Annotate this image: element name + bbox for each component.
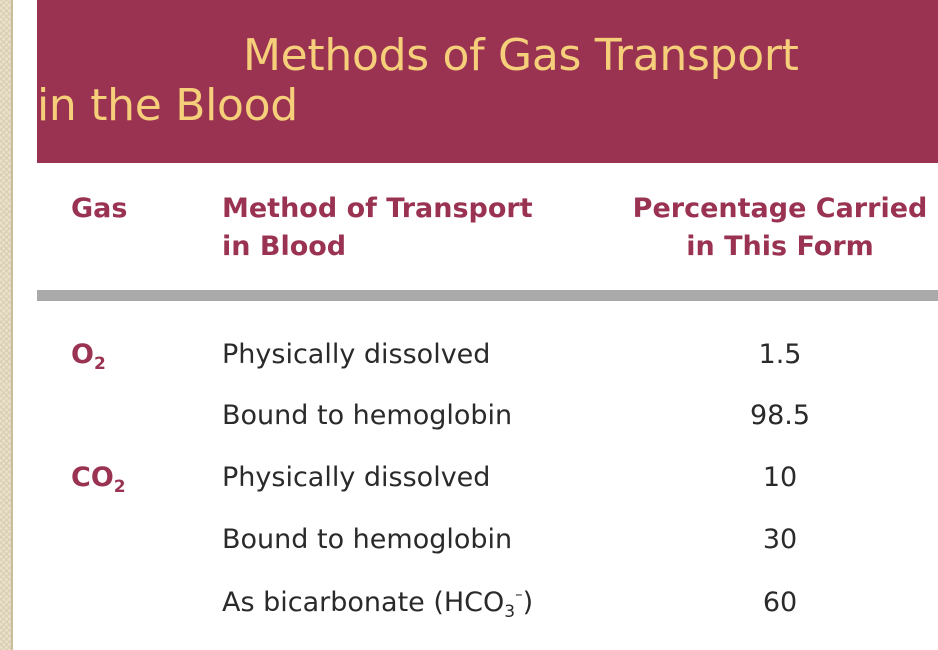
table-row-1-gas <box>71 337 106 373</box>
gas-symbol: CO <box>71 462 114 493</box>
table-row-5-percentage: 60 <box>762 587 798 618</box>
decorative-left-border <box>0 0 13 650</box>
column-header-method <box>222 190 533 266</box>
table-row-1-percentage: 1.5 <box>758 339 802 370</box>
method-text: As bicarbonate (HCO <box>222 587 505 618</box>
table-row-4-percentage: 30 <box>762 524 798 555</box>
table-row-2-method: Bound to hemoglobin <box>222 400 513 431</box>
table-row-3-gas <box>71 460 126 496</box>
table-row-2-percentage: 98.5 <box>749 400 811 431</box>
table-row-3-method: Physically dissolved <box>222 462 491 493</box>
column-header-gas-label: Gas <box>71 193 128 224</box>
column-header-gas <box>71 190 127 228</box>
title-line-1: Methods of Gas Transport <box>243 30 799 81</box>
title-line-2: in the Blood <box>37 80 298 131</box>
column-header-percentage-line-1: Percentage Carried <box>632 193 928 224</box>
method-text-tail: ) <box>522 587 534 618</box>
method-superscript: – <box>515 585 523 603</box>
column-header-method-line-2: in Blood <box>222 231 347 262</box>
header-divider <box>37 290 938 301</box>
gas-subscript: 2 <box>93 354 106 374</box>
table-row-3-percentage: 10 <box>762 462 798 493</box>
column-header-method-line-1: Method of Transport <box>222 193 533 224</box>
method-subscript: 3 <box>504 602 516 622</box>
table-row-4-method: Bound to hemoglobin <box>222 524 513 555</box>
gas-symbol: O <box>71 339 94 370</box>
column-header-percentage <box>625 190 935 266</box>
gas-subscript: 2 <box>113 477 126 497</box>
table-row-1-method: Physically dissolved <box>222 339 491 370</box>
table-row-5-method <box>222 585 533 621</box>
column-header-percentage-line-2: in This Form <box>686 231 874 262</box>
